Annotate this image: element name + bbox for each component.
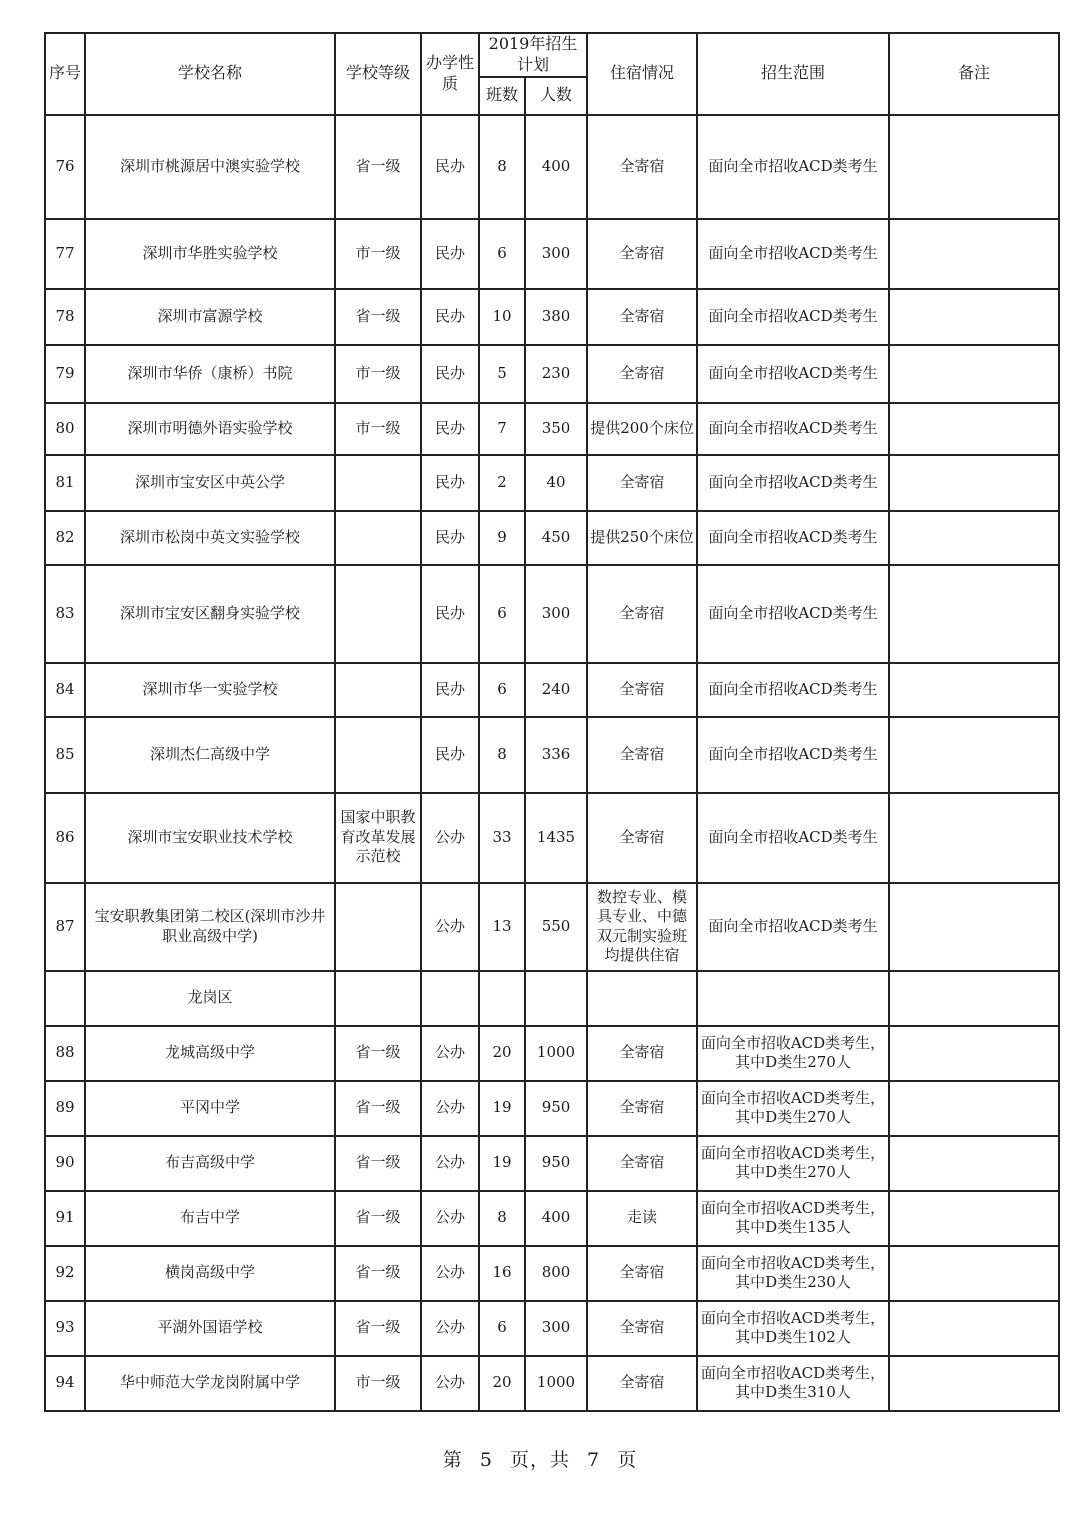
header-seq: 序号 bbox=[45, 33, 85, 115]
header-scope: 招生范围 bbox=[697, 33, 889, 115]
cell-scope: 面向全市招收ACD类考生 bbox=[697, 455, 889, 511]
cell-boarding: 全寄宿 bbox=[587, 1246, 697, 1301]
cell-school-level: 省一级 bbox=[335, 1026, 421, 1081]
cell-nature: 民办 bbox=[421, 289, 479, 345]
cell-scope: 面向全市招收ACD类考生 bbox=[697, 511, 889, 565]
cell-classes: 2 bbox=[479, 455, 525, 511]
table-body-baoan bbox=[45, 115, 1059, 971]
cell-seq: 79 bbox=[45, 345, 85, 403]
cell-boarding: 全寄宿 bbox=[587, 1081, 697, 1136]
cell-boarding: 全寄宿 bbox=[587, 565, 697, 663]
cell-school-name: 深圳市宝安区中英公学 bbox=[85, 455, 335, 511]
cell-school-name: 平冈中学 bbox=[85, 1081, 335, 1136]
footer-suffix: 页 bbox=[617, 1449, 638, 1471]
cell-school-name: 深圳市华一实验学校 bbox=[85, 663, 335, 717]
page-footer bbox=[0, 1445, 1080, 1472]
cell-school-name: 深圳市宝安区翻身实验学校 bbox=[85, 565, 335, 663]
cell-school-name: 华中师范大学龙岗附属中学 bbox=[85, 1356, 335, 1411]
cell-seq: 86 bbox=[45, 793, 85, 883]
cell-boarding: 全寄宿 bbox=[587, 663, 697, 717]
cell-school-name: 深圳市明德外语实验学校 bbox=[85, 403, 335, 455]
district-row bbox=[45, 971, 1059, 1026]
cell-nature: 公办 bbox=[421, 793, 479, 883]
cell-scope: 面向全市招收ACD类考生 bbox=[697, 793, 889, 883]
table-row bbox=[45, 1246, 1059, 1301]
table-row bbox=[45, 663, 1059, 717]
cell-note bbox=[889, 1301, 1059, 1356]
table-body-longgang bbox=[45, 1026, 1059, 1411]
cell-students: 380 bbox=[525, 289, 587, 345]
cell-seq: 83 bbox=[45, 565, 85, 663]
cell-note bbox=[889, 663, 1059, 717]
cell-nature: 民办 bbox=[421, 565, 479, 663]
cell-note bbox=[889, 219, 1059, 289]
cell-students: 550 bbox=[525, 883, 587, 971]
cell-school-name: 深圳市松岗中英文实验学校 bbox=[85, 511, 335, 565]
district-empty bbox=[421, 971, 479, 1026]
cell-students: 1435 bbox=[525, 793, 587, 883]
table-row bbox=[45, 883, 1059, 971]
cell-school-level bbox=[335, 565, 421, 663]
cell-classes: 16 bbox=[479, 1246, 525, 1301]
cell-students: 400 bbox=[525, 1191, 587, 1246]
cell-students: 300 bbox=[525, 219, 587, 289]
cell-nature: 公办 bbox=[421, 1356, 479, 1411]
cell-students: 800 bbox=[525, 1246, 587, 1301]
table-row bbox=[45, 403, 1059, 455]
cell-scope: 面向全市招收ACD类考生 bbox=[697, 883, 889, 971]
district-empty bbox=[335, 971, 421, 1026]
cell-school-name: 平湖外国语学校 bbox=[85, 1301, 335, 1356]
cell-note bbox=[889, 565, 1059, 663]
cell-school-level: 市一级 bbox=[335, 403, 421, 455]
cell-boarding: 全寄宿 bbox=[587, 1026, 697, 1081]
enrollment-table bbox=[44, 32, 1060, 1412]
table-row bbox=[45, 1191, 1059, 1246]
table-row bbox=[45, 565, 1059, 663]
district-section bbox=[45, 971, 1059, 1026]
cell-students: 1000 bbox=[525, 1356, 587, 1411]
cell-students: 300 bbox=[525, 1301, 587, 1356]
cell-note bbox=[889, 403, 1059, 455]
cell-boarding: 全寄宿 bbox=[587, 1136, 697, 1191]
cell-students: 950 bbox=[525, 1081, 587, 1136]
cell-students: 230 bbox=[525, 345, 587, 403]
table-row bbox=[45, 1136, 1059, 1191]
cell-students: 1000 bbox=[525, 1026, 587, 1081]
cell-boarding: 提供200个床位 bbox=[587, 403, 697, 455]
cell-school-level bbox=[335, 455, 421, 511]
cell-scope: 面向全市招收ACD类考生 bbox=[697, 219, 889, 289]
footer-total-pages: 7 bbox=[587, 1449, 601, 1471]
cell-note bbox=[889, 115, 1059, 219]
cell-seq: 78 bbox=[45, 289, 85, 345]
header-students: 人数 bbox=[525, 77, 587, 115]
cell-nature: 公办 bbox=[421, 1026, 479, 1081]
cell-boarding: 数控专业、模具专业、中德双元制实验班均提供住宿 bbox=[587, 883, 697, 971]
cell-classes: 6 bbox=[479, 219, 525, 289]
cell-school-name: 深圳市宝安职业技术学校 bbox=[85, 793, 335, 883]
district-empty bbox=[525, 971, 587, 1026]
cell-scope: 面向全市招收ACD类考生 bbox=[697, 663, 889, 717]
cell-students: 40 bbox=[525, 455, 587, 511]
cell-seq: 91 bbox=[45, 1191, 85, 1246]
cell-note bbox=[889, 1246, 1059, 1301]
cell-scope: 面向全市招收ACD类考生 bbox=[697, 403, 889, 455]
cell-scope: 面向全市招收ACD类考生 bbox=[697, 717, 889, 793]
cell-boarding: 全寄宿 bbox=[587, 1301, 697, 1356]
cell-note bbox=[889, 1026, 1059, 1081]
cell-note bbox=[889, 1081, 1059, 1136]
cell-students: 300 bbox=[525, 565, 587, 663]
cell-classes: 8 bbox=[479, 1191, 525, 1246]
header-school-name: 学校名称 bbox=[85, 33, 335, 115]
footer-prefix: 第 bbox=[442, 1449, 463, 1471]
cell-nature: 公办 bbox=[421, 1246, 479, 1301]
cell-classes: 8 bbox=[479, 115, 525, 219]
cell-note bbox=[889, 511, 1059, 565]
cell-school-level: 国家中职教育改革发展示范校 bbox=[335, 793, 421, 883]
footer-page-number: 5 bbox=[479, 1449, 493, 1471]
cell-school-level: 省一级 bbox=[335, 1081, 421, 1136]
cell-school-name: 宝安职教集团第二校区(深圳市沙井职业高级中学) bbox=[85, 883, 335, 971]
cell-classes: 6 bbox=[479, 1301, 525, 1356]
cell-nature: 民办 bbox=[421, 345, 479, 403]
cell-seq: 80 bbox=[45, 403, 85, 455]
cell-seq: 87 bbox=[45, 883, 85, 971]
footer-mid: 页，共 bbox=[509, 1449, 570, 1471]
table-header bbox=[45, 33, 1059, 115]
cell-boarding: 全寄宿 bbox=[587, 345, 697, 403]
cell-seq: 92 bbox=[45, 1246, 85, 1301]
cell-scope: 面向全市招收ACD类考生，其中D类生230人 bbox=[697, 1246, 889, 1301]
cell-boarding: 全寄宿 bbox=[587, 289, 697, 345]
cell-school-level: 省一级 bbox=[335, 1136, 421, 1191]
table-row bbox=[45, 345, 1059, 403]
cell-nature: 公办 bbox=[421, 1081, 479, 1136]
cell-seq: 76 bbox=[45, 115, 85, 219]
cell-seq: 89 bbox=[45, 1081, 85, 1136]
cell-school-name: 布吉高级中学 bbox=[85, 1136, 335, 1191]
cell-nature: 民办 bbox=[421, 717, 479, 793]
cell-school-level: 市一级 bbox=[335, 219, 421, 289]
cell-school-name: 深圳市富源学校 bbox=[85, 289, 335, 345]
cell-school-name: 深圳杰仁高级中学 bbox=[85, 717, 335, 793]
cell-scope: 面向全市招收ACD类考生，其中D类生270人 bbox=[697, 1026, 889, 1081]
cell-school-level: 省一级 bbox=[335, 289, 421, 345]
cell-classes: 19 bbox=[479, 1081, 525, 1136]
district-name: 龙岗区 bbox=[85, 971, 335, 1026]
cell-nature: 民办 bbox=[421, 455, 479, 511]
cell-seq: 88 bbox=[45, 1026, 85, 1081]
district-empty bbox=[479, 971, 525, 1026]
enrollment-table-sheet bbox=[44, 32, 1058, 1412]
header-classes: 班数 bbox=[479, 77, 525, 115]
cell-classes: 13 bbox=[479, 883, 525, 971]
cell-students: 240 bbox=[525, 663, 587, 717]
cell-nature: 民办 bbox=[421, 511, 479, 565]
table-row bbox=[45, 1356, 1059, 1411]
cell-school-name: 龙城高级中学 bbox=[85, 1026, 335, 1081]
cell-students: 950 bbox=[525, 1136, 587, 1191]
cell-scope: 面向全市招收ACD类考生，其中D类生270人 bbox=[697, 1081, 889, 1136]
table-row bbox=[45, 1301, 1059, 1356]
header-nature: 办学性质 bbox=[421, 33, 479, 115]
table-row bbox=[45, 455, 1059, 511]
cell-classes: 20 bbox=[479, 1356, 525, 1411]
cell-nature: 公办 bbox=[421, 883, 479, 971]
cell-note bbox=[889, 289, 1059, 345]
cell-nature: 民办 bbox=[421, 663, 479, 717]
cell-note bbox=[889, 883, 1059, 971]
district-empty bbox=[697, 971, 889, 1026]
header-school-level: 学校等级 bbox=[335, 33, 421, 115]
cell-students: 350 bbox=[525, 403, 587, 455]
cell-nature: 公办 bbox=[421, 1301, 479, 1356]
cell-note bbox=[889, 1356, 1059, 1411]
cell-nature: 公办 bbox=[421, 1136, 479, 1191]
cell-school-level bbox=[335, 663, 421, 717]
cell-seq: 85 bbox=[45, 717, 85, 793]
cell-boarding: 走读 bbox=[587, 1191, 697, 1246]
cell-note bbox=[889, 793, 1059, 883]
district-empty bbox=[587, 971, 697, 1026]
cell-school-level bbox=[335, 883, 421, 971]
cell-seq: 77 bbox=[45, 219, 85, 289]
cell-school-name: 横岗高级中学 bbox=[85, 1246, 335, 1301]
table-row bbox=[45, 115, 1059, 219]
cell-seq: 82 bbox=[45, 511, 85, 565]
cell-seq: 81 bbox=[45, 455, 85, 511]
table-row bbox=[45, 1081, 1059, 1136]
cell-school-level: 市一级 bbox=[335, 1356, 421, 1411]
cell-classes: 6 bbox=[479, 565, 525, 663]
cell-nature: 公办 bbox=[421, 1191, 479, 1246]
cell-boarding: 全寄宿 bbox=[587, 1356, 697, 1411]
cell-school-level: 省一级 bbox=[335, 115, 421, 219]
table-row bbox=[45, 219, 1059, 289]
cell-school-level: 省一级 bbox=[335, 1301, 421, 1356]
table-row bbox=[45, 511, 1059, 565]
cell-classes: 5 bbox=[479, 345, 525, 403]
cell-scope: 面向全市招收ACD类考生 bbox=[697, 115, 889, 219]
cell-note bbox=[889, 345, 1059, 403]
cell-students: 450 bbox=[525, 511, 587, 565]
cell-classes: 9 bbox=[479, 511, 525, 565]
cell-boarding: 全寄宿 bbox=[587, 455, 697, 511]
cell-note bbox=[889, 717, 1059, 793]
cell-boarding: 全寄宿 bbox=[587, 793, 697, 883]
cell-school-level: 省一级 bbox=[335, 1246, 421, 1301]
cell-school-level bbox=[335, 717, 421, 793]
header-note: 备注 bbox=[889, 33, 1059, 115]
cell-classes: 10 bbox=[479, 289, 525, 345]
cell-school-level: 省一级 bbox=[335, 1191, 421, 1246]
cell-seq: 93 bbox=[45, 1301, 85, 1356]
cell-school-name: 深圳市华侨（康桥）书院 bbox=[85, 345, 335, 403]
cell-nature: 民办 bbox=[421, 219, 479, 289]
cell-note bbox=[889, 455, 1059, 511]
cell-school-name: 布吉中学 bbox=[85, 1191, 335, 1246]
cell-school-level bbox=[335, 511, 421, 565]
cell-scope: 面向全市招收ACD类考生 bbox=[697, 565, 889, 663]
cell-classes: 7 bbox=[479, 403, 525, 455]
cell-scope: 面向全市招收ACD类考生，其中D类生310人 bbox=[697, 1356, 889, 1411]
cell-classes: 33 bbox=[479, 793, 525, 883]
cell-students: 336 bbox=[525, 717, 587, 793]
cell-boarding: 全寄宿 bbox=[587, 115, 697, 219]
cell-scope: 面向全市招收ACD类考生，其中D类生102人 bbox=[697, 1301, 889, 1356]
cell-scope: 面向全市招收ACD类考生，其中D类生135人 bbox=[697, 1191, 889, 1246]
table-row bbox=[45, 717, 1059, 793]
cell-classes: 19 bbox=[479, 1136, 525, 1191]
header-plan: 2019年招生计划 bbox=[479, 33, 587, 77]
cell-seq: 94 bbox=[45, 1356, 85, 1411]
cell-boarding: 全寄宿 bbox=[587, 219, 697, 289]
cell-school-name: 深圳市华胜实验学校 bbox=[85, 219, 335, 289]
cell-nature: 民办 bbox=[421, 115, 479, 219]
cell-boarding: 全寄宿 bbox=[587, 717, 697, 793]
cell-school-name: 深圳市桃源居中澳实验学校 bbox=[85, 115, 335, 219]
cell-school-level: 市一级 bbox=[335, 345, 421, 403]
cell-classes: 8 bbox=[479, 717, 525, 793]
cell-seq: 90 bbox=[45, 1136, 85, 1191]
district-empty bbox=[889, 971, 1059, 1026]
cell-note bbox=[889, 1136, 1059, 1191]
table-row bbox=[45, 793, 1059, 883]
cell-note bbox=[889, 1191, 1059, 1246]
header-boarding: 住宿情况 bbox=[587, 33, 697, 115]
cell-scope: 面向全市招收ACD类考生，其中D类生270人 bbox=[697, 1136, 889, 1191]
cell-boarding: 提供250个床位 bbox=[587, 511, 697, 565]
district-seq bbox=[45, 971, 85, 1026]
table-row bbox=[45, 1026, 1059, 1081]
cell-classes: 6 bbox=[479, 663, 525, 717]
cell-seq: 84 bbox=[45, 663, 85, 717]
cell-nature: 民办 bbox=[421, 403, 479, 455]
cell-classes: 20 bbox=[479, 1026, 525, 1081]
table-row bbox=[45, 289, 1059, 345]
cell-scope: 面向全市招收ACD类考生 bbox=[697, 289, 889, 345]
cell-students: 400 bbox=[525, 115, 587, 219]
cell-scope: 面向全市招收ACD类考生 bbox=[697, 345, 889, 403]
